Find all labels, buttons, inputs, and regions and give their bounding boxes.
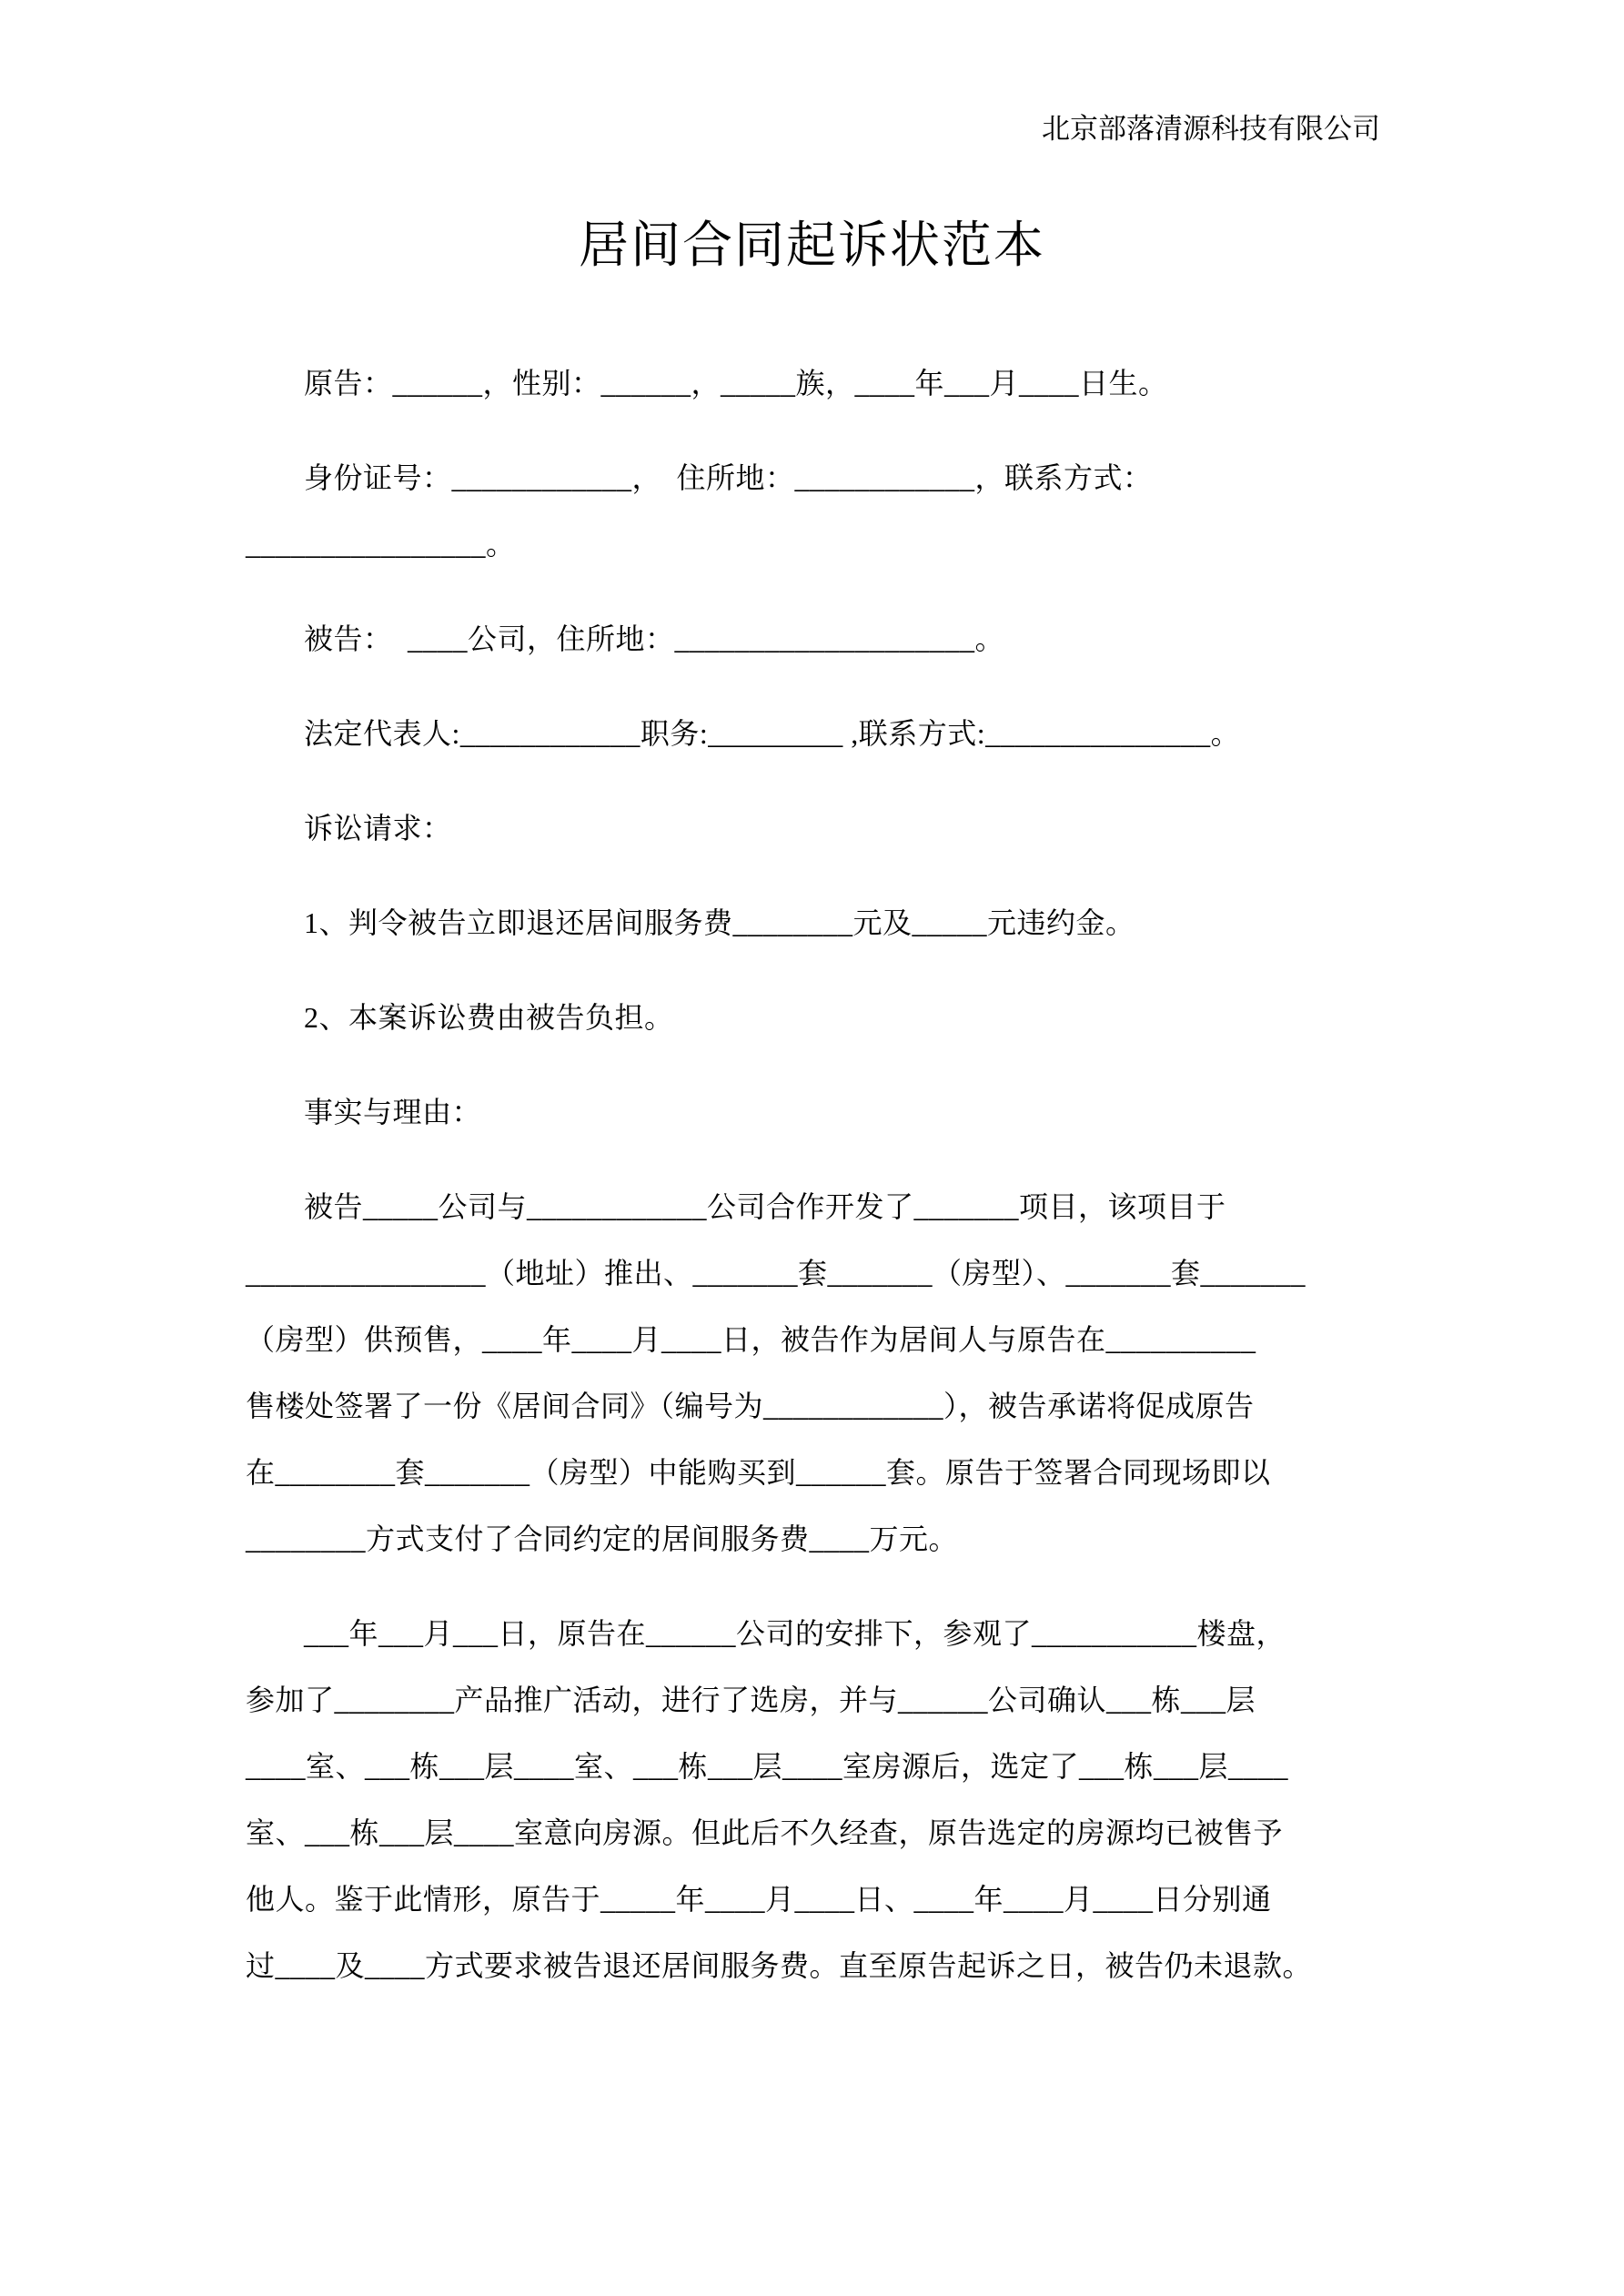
claim-item-1: 1、判令被告立即退还居间服务费________元及_____元违约金。 (304, 906, 1135, 939)
facts-2-line-6: 过____及____方式要求被告退还居间服务费。直至原告起诉之日，被告仍未退款。 (246, 1949, 1313, 1982)
claims-heading: 诉讼请求： (304, 812, 452, 845)
document-body (246, 350, 1381, 2028)
plaintiff-contact-continuation-line: ________________。 (246, 528, 516, 561)
claims-heading-paragraph (246, 795, 1381, 862)
facts-paragraph-1 (246, 1174, 1381, 1573)
facts-heading-paragraph (246, 1079, 1381, 1146)
plaintiff-info-line: 原告：______，性别：______，_____族，____年___月____日生。 (304, 367, 1168, 400)
claim-item-2: 2、本案诉讼费由被告负担。 (304, 1001, 674, 1034)
plaintiff-id-paragraph (246, 445, 1381, 578)
facts-1-line-5: 在________套_______（房型）中能购买到______套。原告于签署合同现场即以 (246, 1456, 1271, 1489)
claim-1-paragraph (246, 890, 1381, 956)
company-header: 北京部落清源科技有限公司 (1042, 113, 1380, 145)
legal-representative-paragraph (246, 701, 1381, 767)
legal-representative-line: 法定代表人:____________职务:_________ ,联系方式:_______________。 (304, 717, 1241, 750)
facts-1-line-1: 被告_____公司与____________公司合作开发了_______项目，该项目于 (304, 1190, 1226, 1223)
defendant-paragraph (246, 606, 1381, 673)
plaintiff-paragraph (246, 350, 1381, 417)
facts-1-line-3: （房型）供预售，____年____月____日，被告作为居间人与原告在__________ (246, 1323, 1256, 1356)
facts-2-line-3: ____室、___栋___层____室、___栋___层____室房源后，选定了___栋___层____ (246, 1750, 1289, 1783)
facts-2-line-1: ___年___月___日，原告在______公司的安排下，参观了___________楼盘， (304, 1617, 1286, 1650)
defendant-info-line: 被告： ____公司，住所地：____________________。 (304, 622, 1005, 655)
document-title: 居间合同起诉状范本 (578, 217, 1045, 273)
plaintiff-id-contact-line: 身份证号：____________， 住所地：____________，联系方式： (304, 461, 1153, 494)
facts-1-line-2: ________________（地址）推出、_______套_______（房型）、_______套_______ (246, 1257, 1306, 1290)
facts-2-line-2: 参加了________产品推广活动，进行了选房，并与______公司确认___栋___层 (246, 1684, 1256, 1716)
facts-2-line-5: 他人。鉴于此情形，原告于_____年____月____日、____年____月____日分别通 (246, 1883, 1272, 1916)
facts-2-line-4: 室、___栋___层____室意向房源。但此后不久经查，原告选定的房源均已被售予 (246, 1816, 1284, 1849)
facts-reasons-heading: 事实与理由： (304, 1096, 482, 1128)
facts-paragraph-2 (246, 1601, 1381, 1999)
facts-1-line-4: 售楼处签署了一份《居间合同》（编号为____________），被告承诺将促成原告 (246, 1390, 1255, 1422)
facts-1-line-6: ________方式支付了合同约定的居间服务费____万元。 (246, 1522, 959, 1555)
claim-2-paragraph (246, 985, 1381, 1051)
